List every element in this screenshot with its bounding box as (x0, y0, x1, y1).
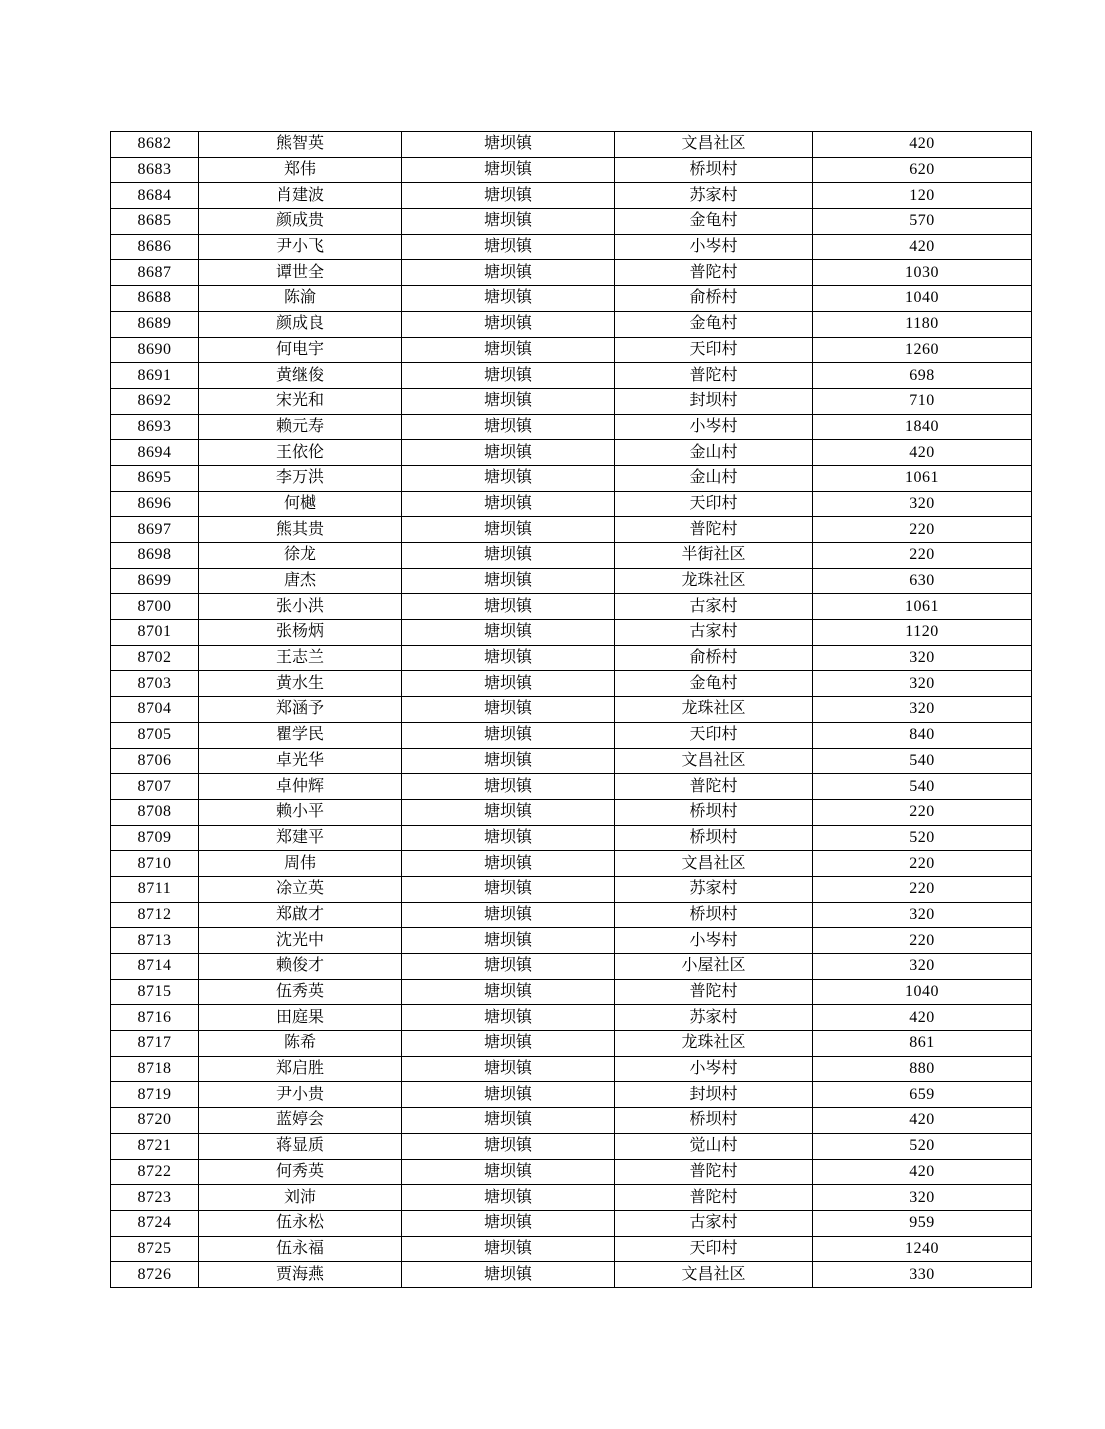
cell-amount: 320 (813, 697, 1032, 723)
cell-amount: 220 (813, 517, 1032, 543)
cell-name: 凃立英 (199, 876, 402, 902)
cell-id: 8698 (111, 543, 199, 569)
cell-amount: 120 (813, 183, 1032, 209)
cell-id: 8693 (111, 414, 199, 440)
cell-village: 龙珠社区 (615, 1031, 813, 1057)
cell-amount: 1840 (813, 414, 1032, 440)
cell-name: 伍永松 (199, 1210, 402, 1236)
cell-amount: 420 (813, 1159, 1032, 1185)
cell-id: 8715 (111, 979, 199, 1005)
cell-amount: 861 (813, 1031, 1032, 1057)
table-row (111, 414, 1032, 440)
cell-name: 颜成良 (199, 311, 402, 337)
cell-town: 塘坝镇 (402, 594, 615, 620)
cell-amount: 320 (813, 645, 1032, 671)
cell-village: 普陀村 (615, 260, 813, 286)
cell-id: 8688 (111, 286, 199, 312)
cell-id: 8703 (111, 671, 199, 697)
cell-village: 普陀村 (615, 363, 813, 389)
cell-id: 8725 (111, 1236, 199, 1262)
cell-name: 赖小平 (199, 799, 402, 825)
cell-amount: 220 (813, 928, 1032, 954)
cell-village: 小屋社区 (615, 954, 813, 980)
cell-id: 8724 (111, 1210, 199, 1236)
cell-id: 8717 (111, 1031, 199, 1057)
cell-village: 金龟村 (615, 209, 813, 235)
table-row (111, 620, 1032, 646)
cell-town: 塘坝镇 (402, 568, 615, 594)
cell-town: 塘坝镇 (402, 388, 615, 414)
cell-village: 桥坝村 (615, 825, 813, 851)
cell-town: 塘坝镇 (402, 876, 615, 902)
cell-amount: 420 (813, 440, 1032, 466)
table-row (111, 260, 1032, 286)
cell-village: 文昌社区 (615, 1262, 813, 1288)
cell-id: 8689 (111, 311, 199, 337)
cell-name: 郑启胜 (199, 1056, 402, 1082)
cell-village: 金龟村 (615, 311, 813, 337)
cell-town: 塘坝镇 (402, 774, 615, 800)
cell-name: 瞿学民 (199, 722, 402, 748)
cell-village: 封坝村 (615, 388, 813, 414)
cell-amount: 520 (813, 825, 1032, 851)
cell-town: 塘坝镇 (402, 1133, 615, 1159)
cell-town: 塘坝镇 (402, 1082, 615, 1108)
cell-village: 桥坝村 (615, 157, 813, 183)
cell-town: 塘坝镇 (402, 1056, 615, 1082)
cell-amount: 1040 (813, 979, 1032, 1005)
cell-name: 周伟 (199, 851, 402, 877)
cell-id: 8694 (111, 440, 199, 466)
cell-village: 金龟村 (615, 671, 813, 697)
table-row (111, 543, 1032, 569)
table-row (111, 568, 1032, 594)
table-row (111, 209, 1032, 235)
cell-amount: 620 (813, 157, 1032, 183)
cell-id: 8716 (111, 1005, 199, 1031)
cell-id: 8711 (111, 876, 199, 902)
table-row (111, 645, 1032, 671)
cell-village: 天印村 (615, 491, 813, 517)
cell-town: 塘坝镇 (402, 1185, 615, 1211)
cell-name: 王依伦 (199, 440, 402, 466)
cell-name: 刘沛 (199, 1185, 402, 1211)
table-row (111, 337, 1032, 363)
cell-village: 觉山村 (615, 1133, 813, 1159)
cell-id: 8691 (111, 363, 199, 389)
cell-amount: 520 (813, 1133, 1032, 1159)
cell-name: 李万洪 (199, 465, 402, 491)
cell-name: 黄继俊 (199, 363, 402, 389)
cell-town: 塘坝镇 (402, 311, 615, 337)
cell-name: 郑建平 (199, 825, 402, 851)
cell-id: 8690 (111, 337, 199, 363)
table-row (111, 491, 1032, 517)
table-row (111, 979, 1032, 1005)
cell-amount: 1040 (813, 286, 1032, 312)
table-row (111, 748, 1032, 774)
table-row (111, 440, 1032, 466)
cell-name: 沈光中 (199, 928, 402, 954)
cell-town: 塘坝镇 (402, 209, 615, 235)
cell-name: 熊其贵 (199, 517, 402, 543)
cell-id: 8713 (111, 928, 199, 954)
table-row (111, 132, 1032, 158)
cell-name: 郑涵予 (199, 697, 402, 723)
cell-amount: 220 (813, 851, 1032, 877)
cell-village: 天印村 (615, 1236, 813, 1262)
cell-village: 天印村 (615, 337, 813, 363)
cell-village: 普陀村 (615, 1185, 813, 1211)
cell-town: 塘坝镇 (402, 414, 615, 440)
cell-name: 郑伟 (199, 157, 402, 183)
cell-id: 8696 (111, 491, 199, 517)
cell-town: 塘坝镇 (402, 1005, 615, 1031)
cell-name: 贾海燕 (199, 1262, 402, 1288)
cell-name: 何樾 (199, 491, 402, 517)
table-row (111, 1082, 1032, 1108)
cell-village: 苏家村 (615, 876, 813, 902)
cell-village: 桥坝村 (615, 799, 813, 825)
cell-village: 俞桥村 (615, 286, 813, 312)
cell-amount: 420 (813, 1005, 1032, 1031)
cell-id: 8682 (111, 132, 199, 158)
table-row (111, 876, 1032, 902)
table-row (111, 157, 1032, 183)
cell-id: 8708 (111, 799, 199, 825)
cell-town: 塘坝镇 (402, 1159, 615, 1185)
cell-id: 8712 (111, 902, 199, 928)
cell-name: 张杨炳 (199, 620, 402, 646)
cell-town: 塘坝镇 (402, 260, 615, 286)
cell-village: 苏家村 (615, 1005, 813, 1031)
cell-town: 塘坝镇 (402, 722, 615, 748)
cell-name: 郑啟才 (199, 902, 402, 928)
cell-amount: 420 (813, 234, 1032, 260)
cell-id: 8685 (111, 209, 199, 235)
cell-village: 普陀村 (615, 1159, 813, 1185)
table-row (111, 234, 1032, 260)
cell-id: 8684 (111, 183, 199, 209)
cell-village: 小岑村 (615, 928, 813, 954)
cell-id: 8706 (111, 748, 199, 774)
table-row (111, 363, 1032, 389)
cell-name: 陈渝 (199, 286, 402, 312)
cell-town: 塘坝镇 (402, 157, 615, 183)
table-row (111, 1133, 1032, 1159)
cell-name: 何秀英 (199, 1159, 402, 1185)
cell-name: 王志兰 (199, 645, 402, 671)
cell-name: 唐杰 (199, 568, 402, 594)
cell-town: 塘坝镇 (402, 465, 615, 491)
table-row (111, 1108, 1032, 1134)
cell-amount: 330 (813, 1262, 1032, 1288)
table-row (111, 799, 1032, 825)
cell-id: 8709 (111, 825, 199, 851)
cell-id: 8710 (111, 851, 199, 877)
cell-name: 张小洪 (199, 594, 402, 620)
cell-name: 尹小贵 (199, 1082, 402, 1108)
cell-amount: 1030 (813, 260, 1032, 286)
cell-id: 8707 (111, 774, 199, 800)
cell-id: 8722 (111, 1159, 199, 1185)
cell-village: 古家村 (615, 1210, 813, 1236)
cell-village: 文昌社区 (615, 851, 813, 877)
cell-id: 8723 (111, 1185, 199, 1211)
cell-id: 8692 (111, 388, 199, 414)
cell-id: 8697 (111, 517, 199, 543)
cell-id: 8699 (111, 568, 199, 594)
cell-amount: 840 (813, 722, 1032, 748)
cell-amount: 220 (813, 543, 1032, 569)
cell-id: 8683 (111, 157, 199, 183)
table-row (111, 1005, 1032, 1031)
table-row (111, 1262, 1032, 1288)
cell-id: 8726 (111, 1262, 199, 1288)
cell-village: 小岑村 (615, 1056, 813, 1082)
table-row (111, 928, 1032, 954)
cell-town: 塘坝镇 (402, 234, 615, 260)
table-row (111, 465, 1032, 491)
cell-id: 8686 (111, 234, 199, 260)
cell-village: 普陀村 (615, 774, 813, 800)
cell-amount: 880 (813, 1056, 1032, 1082)
cell-id: 8719 (111, 1082, 199, 1108)
cell-amount: 1061 (813, 594, 1032, 620)
cell-village: 小岑村 (615, 414, 813, 440)
cell-village: 俞桥村 (615, 645, 813, 671)
table-row (111, 517, 1032, 543)
cell-id: 8687 (111, 260, 199, 286)
cell-amount: 710 (813, 388, 1032, 414)
cell-village: 龙珠社区 (615, 697, 813, 723)
cell-village: 小岑村 (615, 234, 813, 260)
cell-town: 塘坝镇 (402, 1236, 615, 1262)
cell-id: 8702 (111, 645, 199, 671)
cell-amount: 320 (813, 491, 1032, 517)
cell-village: 文昌社区 (615, 132, 813, 158)
cell-village: 桥坝村 (615, 1108, 813, 1134)
cell-town: 塘坝镇 (402, 799, 615, 825)
cell-village: 金山村 (615, 440, 813, 466)
table-row (111, 697, 1032, 723)
cell-name: 田庭果 (199, 1005, 402, 1031)
cell-town: 塘坝镇 (402, 1108, 615, 1134)
cell-town: 塘坝镇 (402, 851, 615, 877)
cell-id: 8721 (111, 1133, 199, 1159)
cell-name: 蒋显质 (199, 1133, 402, 1159)
cell-amount: 570 (813, 209, 1032, 235)
cell-village: 金山村 (615, 465, 813, 491)
table-row (111, 1185, 1032, 1211)
cell-town: 塘坝镇 (402, 132, 615, 158)
cell-amount: 320 (813, 671, 1032, 697)
cell-town: 塘坝镇 (402, 337, 615, 363)
table-row (111, 388, 1032, 414)
cell-village: 古家村 (615, 594, 813, 620)
cell-name: 伍永福 (199, 1236, 402, 1262)
cell-amount: 420 (813, 132, 1032, 158)
table-row (111, 1056, 1032, 1082)
table-row (111, 954, 1032, 980)
cell-town: 塘坝镇 (402, 183, 615, 209)
cell-name: 肖建波 (199, 183, 402, 209)
cell-town: 塘坝镇 (402, 954, 615, 980)
cell-town: 塘坝镇 (402, 1262, 615, 1288)
cell-id: 8700 (111, 594, 199, 620)
cell-name: 伍秀英 (199, 979, 402, 1005)
cell-id: 8714 (111, 954, 199, 980)
cell-village: 苏家村 (615, 183, 813, 209)
cell-town: 塘坝镇 (402, 1031, 615, 1057)
cell-town: 塘坝镇 (402, 491, 615, 517)
cell-town: 塘坝镇 (402, 543, 615, 569)
cell-name: 卓光华 (199, 748, 402, 774)
cell-name: 陈希 (199, 1031, 402, 1057)
cell-amount: 320 (813, 1185, 1032, 1211)
cell-id: 8718 (111, 1056, 199, 1082)
cell-id: 8705 (111, 722, 199, 748)
table-row (111, 1159, 1032, 1185)
cell-village: 普陀村 (615, 979, 813, 1005)
table-row (111, 722, 1032, 748)
cell-village: 封坝村 (615, 1082, 813, 1108)
cell-town: 塘坝镇 (402, 645, 615, 671)
cell-amount: 1180 (813, 311, 1032, 337)
cell-name: 熊智英 (199, 132, 402, 158)
cell-town: 塘坝镇 (402, 440, 615, 466)
cell-amount: 698 (813, 363, 1032, 389)
cell-town: 塘坝镇 (402, 1210, 615, 1236)
cell-town: 塘坝镇 (402, 363, 615, 389)
cell-amount: 220 (813, 799, 1032, 825)
cell-name: 蓝婷会 (199, 1108, 402, 1134)
table-row (111, 286, 1032, 312)
cell-amount: 630 (813, 568, 1032, 594)
cell-town: 塘坝镇 (402, 286, 615, 312)
cell-id: 8704 (111, 697, 199, 723)
cell-amount: 420 (813, 1108, 1032, 1134)
cell-name: 何电宇 (199, 337, 402, 363)
cell-amount: 1061 (813, 465, 1032, 491)
cell-village: 普陀村 (615, 517, 813, 543)
cell-name: 尹小飞 (199, 234, 402, 260)
table-row (111, 1210, 1032, 1236)
cell-name: 卓仲辉 (199, 774, 402, 800)
cell-town: 塘坝镇 (402, 902, 615, 928)
table-row (111, 1236, 1032, 1262)
cell-town: 塘坝镇 (402, 979, 615, 1005)
cell-amount: 1260 (813, 337, 1032, 363)
cell-town: 塘坝镇 (402, 748, 615, 774)
table-row (111, 671, 1032, 697)
cell-name: 黄水生 (199, 671, 402, 697)
cell-town: 塘坝镇 (402, 928, 615, 954)
cell-name: 宋光和 (199, 388, 402, 414)
cell-name: 赖俊才 (199, 954, 402, 980)
cell-amount: 1240 (813, 1236, 1032, 1262)
table-row (111, 594, 1032, 620)
table-row (111, 851, 1032, 877)
cell-village: 古家村 (615, 620, 813, 646)
cell-amount: 659 (813, 1082, 1032, 1108)
cell-name: 谭世全 (199, 260, 402, 286)
cell-town: 塘坝镇 (402, 697, 615, 723)
roster-table (110, 131, 1032, 1288)
cell-id: 8695 (111, 465, 199, 491)
cell-name: 颜成贵 (199, 209, 402, 235)
table-row (111, 1031, 1032, 1057)
cell-town: 塘坝镇 (402, 517, 615, 543)
table-body (111, 132, 1032, 1288)
cell-amount: 320 (813, 902, 1032, 928)
cell-id: 8701 (111, 620, 199, 646)
cell-amount: 1120 (813, 620, 1032, 646)
cell-name: 赖元寿 (199, 414, 402, 440)
cell-village: 天印村 (615, 722, 813, 748)
cell-town: 塘坝镇 (402, 825, 615, 851)
cell-village: 桥坝村 (615, 902, 813, 928)
cell-town: 塘坝镇 (402, 620, 615, 646)
cell-village: 龙珠社区 (615, 568, 813, 594)
cell-village: 文昌社区 (615, 748, 813, 774)
cell-amount: 540 (813, 774, 1032, 800)
cell-amount: 959 (813, 1210, 1032, 1236)
cell-town: 塘坝镇 (402, 671, 615, 697)
table-row (111, 825, 1032, 851)
table-row (111, 311, 1032, 337)
cell-name: 徐龙 (199, 543, 402, 569)
cell-amount: 220 (813, 876, 1032, 902)
table-row (111, 183, 1032, 209)
cell-id: 8720 (111, 1108, 199, 1134)
table-row (111, 902, 1032, 928)
cell-village: 半街社区 (615, 543, 813, 569)
table-row (111, 774, 1032, 800)
cell-amount: 540 (813, 748, 1032, 774)
cell-amount: 320 (813, 954, 1032, 980)
